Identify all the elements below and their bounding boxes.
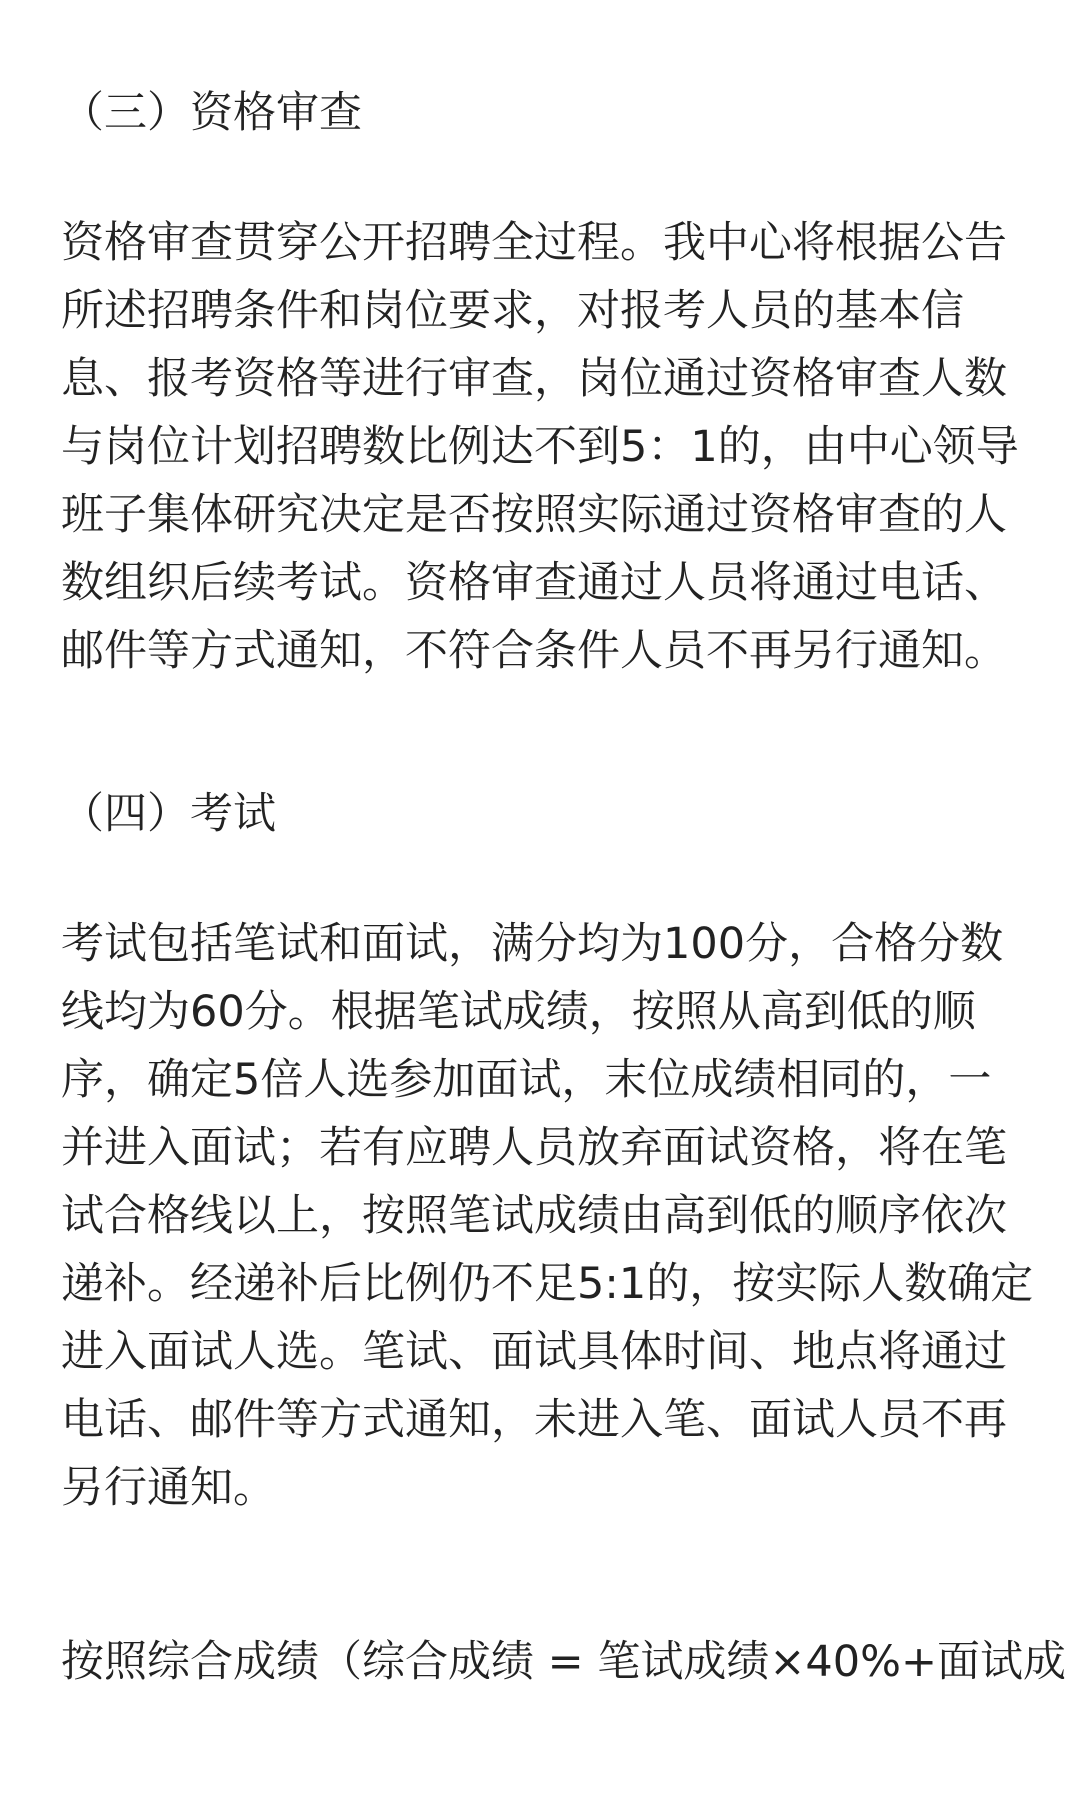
- text-line: 数组织后续考试。资格审查通过人员将通过电话、: [61, 558, 1007, 608]
- text-line: 递补。经递补后比例仍不足5:1的，按实际人数确定: [61, 1259, 1034, 1309]
- paragraph-composite-score: [61, 1628, 1066, 1696]
- paragraph-exam: [61, 910, 1041, 1522]
- text-line: 另行通知。: [61, 1463, 276, 1513]
- text-line: 与岗位计划招聘数比例达不到5：1的，由中心领导: [61, 422, 1019, 472]
- text-line: 序，确定5倍人选参加面试，末位成绩相同的，一: [61, 1055, 992, 1105]
- text-line: 试合格线以上，按照笔试成绩由高到低的顺序依次: [61, 1191, 1007, 1241]
- text-line: 按照综合成绩（综合成绩 = 笔试成绩×40%+面试成: [61, 1637, 1066, 1687]
- section-heading-qualification-review: （三）资格审查: [61, 88, 362, 138]
- text-line: 进入面试人选。笔试、面试具体时间、地点将通过: [61, 1327, 1007, 1377]
- text-line: 考试包括笔试和面试，满分均为100分，合格分数: [61, 919, 1004, 969]
- text-line: 资格审查贯穿公开招聘全过程。我中心将根据公告: [61, 218, 1007, 268]
- text-line: 并进入面试；若有应聘人员放弃面试资格，将在笔: [61, 1123, 1007, 1173]
- text-line: 所述招聘条件和岗位要求，对报考人员的基本信: [61, 286, 964, 336]
- text-line: 邮件等方式通知，不符合条件人员不再另行通知。: [61, 626, 1007, 676]
- text-line: 电话、邮件等方式通知，未进入笔、面试人员不再: [61, 1395, 1007, 1445]
- paragraph-qualification-review: [61, 209, 1041, 685]
- section-heading-exam: （四）考试: [61, 789, 276, 839]
- text-line: 线均为60分。根据笔试成绩，按照从高到低的顺: [61, 987, 976, 1037]
- text-line: 班子集体研究决定是否按照实际通过资格审查的人: [61, 490, 1007, 540]
- text-line: 息、报考资格等进行审查，岗位通过资格审查人数: [61, 354, 1007, 404]
